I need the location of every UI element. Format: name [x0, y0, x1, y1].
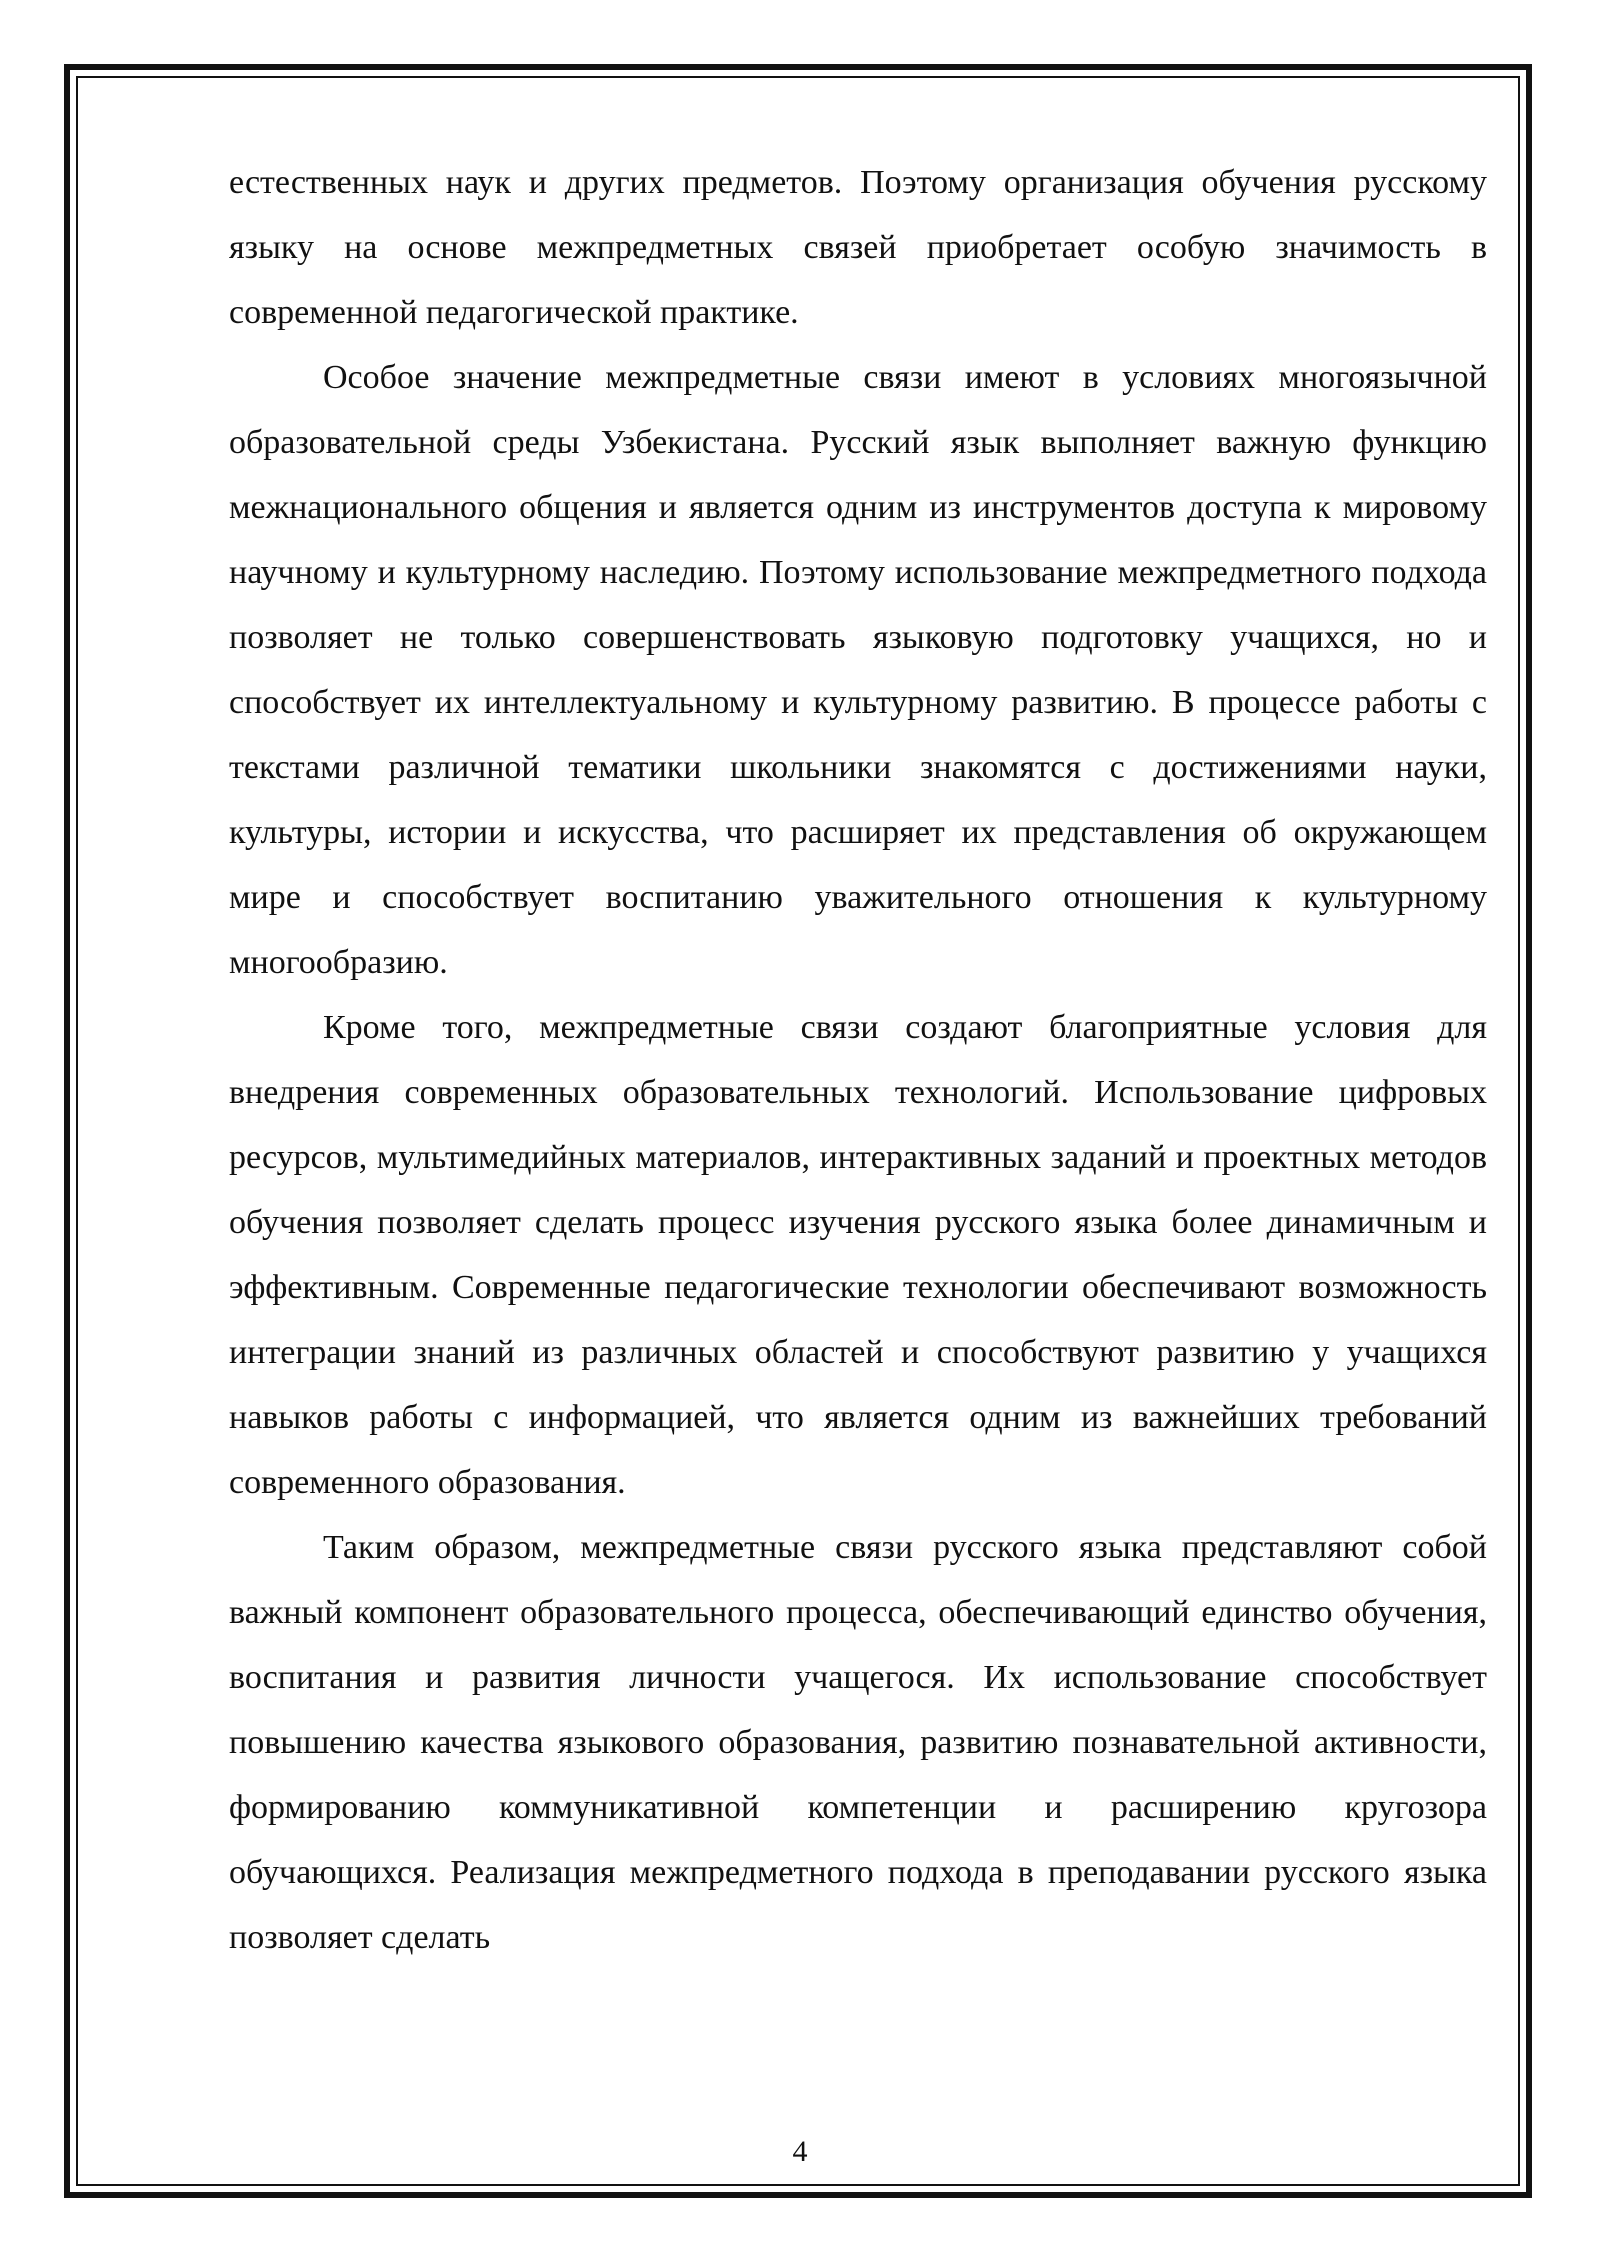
paragraph-conclusion: Таким образом, межпредметные связи русского языка представляют собой важный компонент образовательного процесса, обеспечивающий единство обучения, воспитания и развития личности учащегося. Их использование способствует повышению качества языкового образования, развитию познавательной активности, формированию коммуникативной компетенции и расширению кругозора обучающихся. Реализация межпредметного подхода в преподавании русского языка позволяет сделать — [229, 1529, 1487, 1956]
paragraph-continuation: естественных наук и других предметов. Поэтому организация обучения русскому языку на основе межпредметных связей приобретает особую значимость в современной педагогической практике. — [229, 164, 1487, 331]
paragraph-multilingual-environment: Особое значение межпредметные связи имеют в условиях многоязычной образовательной среды Узбекистана. Русский язык выполняет важную функцию межнационального общения и является одним из инструментов доступа к мировому научному и культурному наследию. Поэтому использование межпредметного подхода позволяет не только совершенствовать языковую подготовку учащихся, но и способствует их интеллектуальному и культурному развитию. В процессе работы с текстами различной тематики школьники знакомятся с достижениями науки, культуры, истории и искусства, что расширяет их представления об окружающем мире и способствует воспитанию уважительного отношения к культурному многообразию. — [229, 359, 1487, 981]
paragraph-educational-technologies: Кроме того, межпредметные связи создают благоприятные условия для внедрения современных образовательных технологий. Использование цифровых ресурсов, мультимедийных материалов, интерактивных заданий и проектных методов обучения позволяет сделать процесс изучения русского языка более динамичным и эффективным. Современные педагогические технологии обеспечивают возможность интеграции знаний из различных областей и способствуют развитию у учащихся навыков работы с информацией, что является одним из важнейших требований современного образования. — [229, 1009, 1487, 1501]
document-body — [229, 150, 1487, 1970]
page-number: 4 — [792, 2135, 808, 2168]
